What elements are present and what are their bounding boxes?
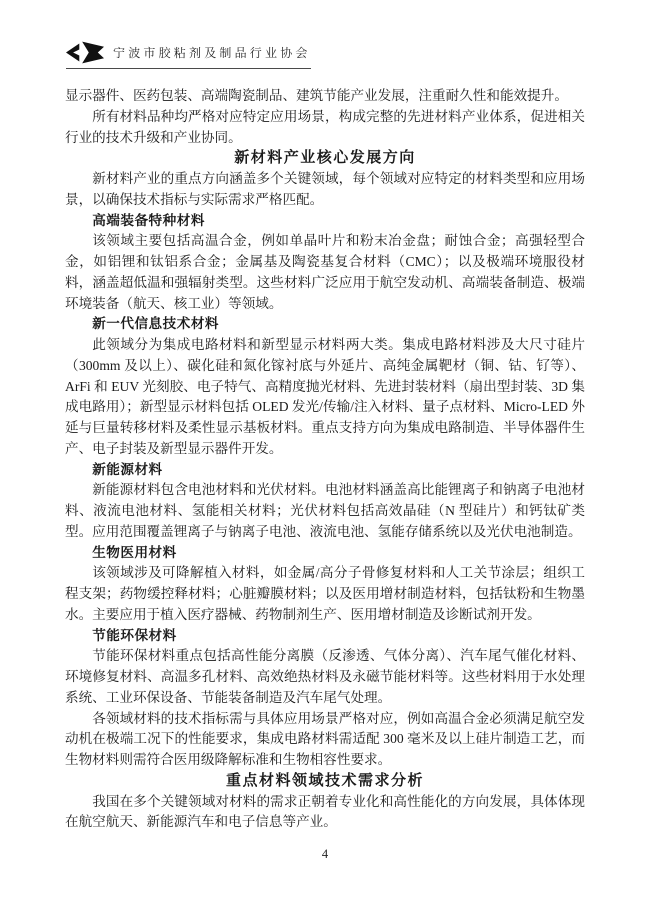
body-paragraph: 显示器件、医药包装、高端陶瓷制品、建筑节能产业发展，注重耐久性和能效提升。 (65, 88, 568, 103)
document-body (65, 86, 585, 833)
body-paragraph: 新材料产业的重点方向涵盖多个关键领域，每个领域对应特定的材料类型和应用场景，以确保技术指标与实际需求严格匹配。 (65, 171, 585, 207)
body-paragraph: 此领域分为集成电路材料和新型显示材料两大类。集成电路材料涉及大尺寸硅片（300mm 及以上）、碳化硅和氮化镓衬底与外延片、高纯金属靶材（铜、钴、钌等）、ArFi 和 EUV 光刻胶、电子特气、高精度抛光材料、先进封装材料（扇出型封装、3D 集成电路用）；新型显示材料包括 OLED 发光/传输/注入材料、量子点材料、Micro-LED 外延与巨量转移材料及柔性显示基板材料。重点支持方向为集成电路制造、半导体器件生产、电子封装及新型显示器件开发。 (65, 337, 585, 456)
diamond-logo-icon (66, 41, 104, 64)
section-heading: 新材料产业核心发展方向 (234, 150, 416, 167)
body-paragraph: 我国在多个关键领域对材料的需求正朝着专业化和高性能化的方向发展，具体体现在航空航天、新能源汽车和电子信息等产业。 (65, 793, 585, 830)
body-paragraph: 该领域涉及可降解植入材料，如金属/高分子骨修复材料和人工关节涂层；组织工程支架；药物缓控释材料；心脏瓣膜材料；以及医用增材制造材料，包括钛粉和生物墨水。主要应用于植入医疗器械、药物制剂生产、医用增材制造及诊断试剂开发。 (65, 565, 585, 622)
subsection-heading: 生物医用材料 (92, 544, 177, 560)
section-heading: 重点材料领域技术需求分析 (225, 772, 424, 789)
body-paragraph: 新能源材料包含电池材料和光伏材料。电池材料涵盖高比能锂离子和钠离子电池材料、液流电池材料、氢能相关材料；光伏材料包括高效晶硅（N 型硅片）和钙钛矿类型。应用范围覆盖锂离子与钠离子电池、液流电池、氢能存储系统以及光伏电池制造。 (65, 482, 585, 539)
page-number: 4 (321, 847, 329, 861)
subsection-heading: 新能源材料 (92, 461, 163, 477)
document-header (66, 41, 311, 69)
subsection-heading: 高端装备特种材料 (92, 212, 205, 228)
body-paragraph: 所有材料品种均严格对应特定应用场景，构成完整的先进材料产业体系，促进相关行业的技术升级和产业协同。 (65, 108, 585, 145)
body-paragraph: 该领域主要包括高温合金，例如单晶叶片和粉末冶金盘；耐蚀合金；高强轻型合金，如铝锂和钛铝系合金；金属基及陶瓷基复合材料（CMC）；以及极端环境服役材料，涵盖超低温和强辐射类型。这些材料广泛应用于航空发动机、高端装备制造、极端环境装备（航天、核工业）等领域。 (65, 233, 585, 311)
body-paragraph: 节能环保材料重点包括高性能分离膜（反渗透、气体分离）、汽车尾气催化材料、环境修复材料、高温多孔材料、高效绝热材料及永磁节能材料等。这些材料用于水处理系统、工业环保设备、节能装备制造及汽车尾气处理。 (65, 648, 585, 705)
organization-name: 宁波市胶粘剂及制品行业协会 (113, 46, 311, 60)
subsection-heading: 节能环保材料 (92, 627, 177, 643)
body-paragraph: 各领域材料的技术指标需与具体应用场景严格对应，例如高温合金必须满足航空发动机在极端工况下的性能要求，集成电路材料需适配 300 毫米及以上硅片制造工艺，而生物材料则需符合医用级降解标准和生物相容性要求。 (65, 710, 585, 767)
subsection-heading: 新一代信息技术材料 (92, 316, 220, 332)
